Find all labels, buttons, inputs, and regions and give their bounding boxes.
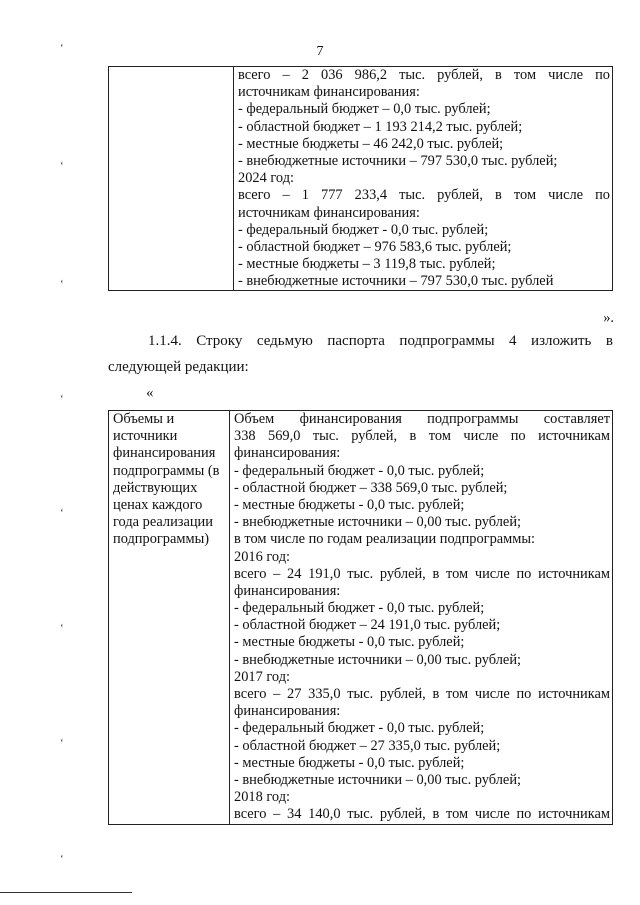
closing-quote: ». — [603, 310, 614, 326]
text-line: - внебюджетные источники – 797 530,0 тыс. рублей; — [238, 152, 558, 169]
text-line: финансирования: — [234, 582, 341, 599]
text-line: - областной бюджет – 976 583,6 тыс. рублей; — [238, 238, 512, 255]
text-line: - федеральный бюджет - 0,0 тыс. рублей; — [234, 720, 485, 737]
text-line: 2024 год: — [238, 170, 295, 187]
text-line: подпрограммы) — [113, 531, 210, 548]
text-line: финансирования: — [234, 703, 341, 720]
text-line: Объем финансирования подпрограммы составляет — [234, 411, 610, 427]
table2-content-lines — [230, 411, 612, 824]
text-line: ценах каждого — [113, 496, 203, 513]
text-line: 2017 год: — [234, 668, 291, 685]
text-line: всего – 27 335,0 тыс. рублей, в том числе по источникам — [234, 686, 610, 702]
text-line: - федеральный бюджет - 0,0 тыс. рублей; — [234, 462, 485, 479]
text-line: - внебюджетные источники – 0,00 тыс. рублей; — [234, 651, 522, 668]
text-line: финансирования: — [234, 445, 341, 462]
margin-mark: ʻ — [60, 42, 64, 54]
margin-mark: ʻ — [60, 853, 64, 865]
text-line: Объемы и — [113, 411, 175, 427]
text-line: 2018 год: — [234, 789, 291, 806]
text-line: - федеральный бюджет – 0,0 тыс. рублей; — [238, 101, 491, 118]
text-line: - внебюджетные источники – 0,00 тыс. рублей; — [234, 771, 522, 788]
amendment-paragraph-line1: 1.1.4. Строку седьмую паспорта подпрограммы 4 изложить в — [148, 333, 613, 349]
table1-content-cell — [234, 67, 613, 291]
text-line: - местные бюджеты - 0,0 тыс. рублей; — [234, 634, 465, 651]
text-line: финансирования — [113, 445, 216, 462]
text-line: - местные бюджеты - 0,0 тыс. рублей; — [234, 754, 465, 771]
text-line: всего – 1 777 233,4 тыс. рублей, в том числе по — [238, 187, 610, 204]
text-line: - местные бюджеты – 3 119,8 тыс. рублей; — [238, 256, 496, 273]
amendment-paragraph-line2: следующей редакции: — [108, 359, 249, 375]
financing-table — [108, 410, 613, 825]
table1-empty-cell — [109, 67, 234, 291]
financing-table-continued — [108, 66, 613, 291]
opening-quote: « — [146, 385, 154, 401]
table1-lines — [234, 67, 612, 290]
margin-mark: ʻ — [60, 393, 64, 405]
text-line: 2016 год: — [234, 548, 291, 565]
text-line: подпрограммы (в — [113, 462, 220, 479]
text-line: - областной бюджет – 27 335,0 тыс. рублей; — [234, 737, 501, 754]
text-line: всего – 24 191,0 тыс. рублей, в том числе по источникам — [234, 565, 610, 582]
margin-mark: ʻ — [60, 737, 64, 749]
text-line: - областной бюджет – 338 569,0 тыс. рублей; — [234, 479, 508, 496]
text-line: источникам финансирования: — [238, 84, 420, 101]
table2-content-cell — [230, 411, 613, 825]
footer-rule — [0, 892, 132, 893]
text-line: действующих — [113, 479, 198, 496]
text-line: всего – 34 140,0 тыс. рублей, в том числе по источникам — [234, 806, 610, 823]
text-line: всего – 2 036 986,2 тыс. рублей, в том числе по — [238, 67, 610, 83]
text-line: источники — [113, 428, 178, 445]
text-line: - федеральный бюджет - 0,0 тыс. рублей; — [238, 221, 489, 238]
margin-mark: ʻ — [60, 507, 64, 519]
margin-mark: ʻ — [60, 160, 64, 172]
text-line: - местные бюджеты - 0,0 тыс. рублей; — [234, 496, 465, 513]
text-line: 338 569,0 тыс. рублей, в том числе по источникам — [234, 428, 610, 445]
text-line: источникам финансирования: — [238, 204, 420, 221]
margin-mark: ʻ — [60, 622, 64, 634]
page-number: 7 — [316, 44, 324, 59]
margin-mark: ʻ — [60, 278, 64, 290]
text-line: - местные бюджеты – 46 242,0 тыс. рублей; — [238, 135, 504, 152]
text-line: - областной бюджет – 24 191,0 тыс. рублей; — [234, 617, 501, 634]
text-line: - внебюджетные источники – 797 530,0 тыс. рублей — [238, 273, 554, 290]
table2-label-lines — [109, 411, 229, 549]
table2-label-cell — [109, 411, 230, 825]
text-line: в том числе по годам реализации подпрограммы: — [234, 531, 536, 548]
text-line: года реализации — [113, 514, 213, 531]
text-line: - внебюджетные источники – 0,00 тыс. рублей; — [234, 514, 522, 531]
text-line: - областной бюджет – 1 193 214,2 тыс. рублей; — [238, 118, 523, 135]
text-line: - федеральный бюджет - 0,0 тыс. рублей; — [234, 600, 485, 617]
